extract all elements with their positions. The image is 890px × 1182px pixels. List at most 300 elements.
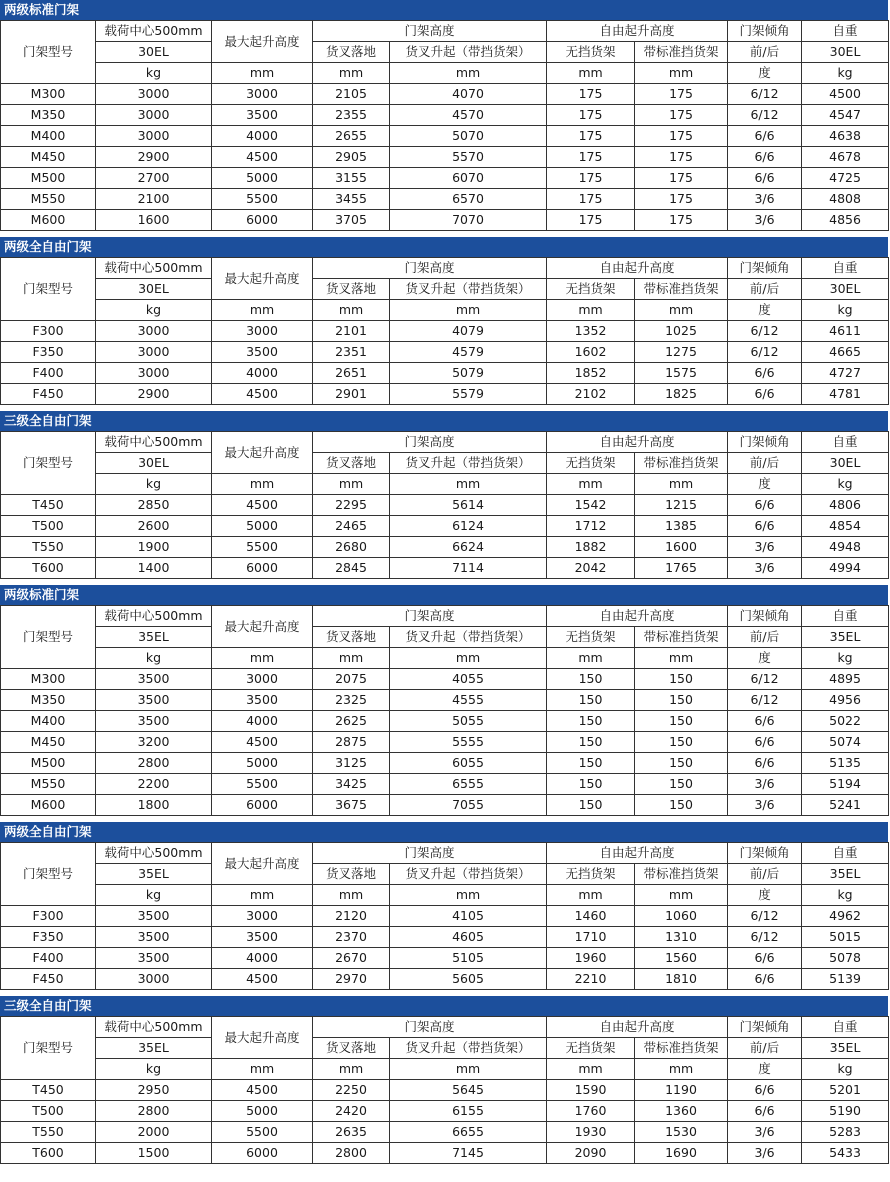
table-row xyxy=(1,189,889,210)
max-lift-cell: 4500 xyxy=(212,495,313,516)
max-lift-cell: 5000 xyxy=(212,516,313,537)
load-center-header: 载荷中心500mm xyxy=(96,1017,212,1038)
tilt-cell: 3/6 xyxy=(728,1122,802,1143)
std-backrest-cell: 1825 xyxy=(635,384,728,405)
table-row xyxy=(1,1143,889,1164)
tilt-cell: 6/6 xyxy=(728,948,802,969)
max-lift-cell: 5000 xyxy=(212,1101,313,1122)
std-backrest-cell: 150 xyxy=(635,669,728,690)
unit-kg: kg xyxy=(802,1059,889,1080)
tilt-cell: 6/12 xyxy=(728,105,802,126)
tilt-cell: 3/6 xyxy=(728,210,802,231)
max-lift-cell: 5500 xyxy=(212,774,313,795)
weight-cell: 5190 xyxy=(802,1101,889,1122)
mast-height-header: 门架高度 xyxy=(313,432,547,453)
load-cell: 3500 xyxy=(96,711,212,732)
fork-lowered-header: 货叉落地 xyxy=(313,627,390,648)
unit-mm: mm xyxy=(390,300,547,321)
unit-mm: mm xyxy=(313,474,390,495)
series-label: 35EL xyxy=(96,1038,212,1059)
fork-raised-cell: 6624 xyxy=(390,537,547,558)
std-backrest-header: 带标准挡货架 xyxy=(635,627,728,648)
tilt-sub-header: 前/后 xyxy=(728,864,802,885)
max-lift-cell: 4500 xyxy=(212,384,313,405)
unit-row xyxy=(1,63,889,84)
load-cell: 2800 xyxy=(96,753,212,774)
fork-lowered-header: 货叉落地 xyxy=(313,453,390,474)
load-cell: 2950 xyxy=(96,1080,212,1101)
no-backrest-cell: 175 xyxy=(547,147,635,168)
mast-spec-section xyxy=(0,996,890,1164)
no-backrest-cell: 175 xyxy=(547,105,635,126)
weight-cell: 5139 xyxy=(802,969,889,990)
weight-cell: 4665 xyxy=(802,342,889,363)
tilt-sub-header: 前/后 xyxy=(728,453,802,474)
tilt-cell: 6/12 xyxy=(728,342,802,363)
header-row-2 xyxy=(1,864,889,885)
tilt-cell: 6/12 xyxy=(728,669,802,690)
fork-lowered-cell: 2105 xyxy=(313,84,390,105)
table-row xyxy=(1,1080,889,1101)
weight-series-label: 30EL xyxy=(802,453,889,474)
no-backrest-cell: 1542 xyxy=(547,495,635,516)
tilt-cell: 6/12 xyxy=(728,321,802,342)
std-backrest-header: 带标准挡货架 xyxy=(635,1038,728,1059)
unit-mm: mm xyxy=(547,300,635,321)
load-cell: 3200 xyxy=(96,732,212,753)
section-title: 两级标准门架 xyxy=(0,0,888,20)
unit-kg: kg xyxy=(802,63,889,84)
max-lift-header: 最大起升高度 xyxy=(212,843,313,885)
load-cell: 3500 xyxy=(96,690,212,711)
max-lift-cell: 4500 xyxy=(212,969,313,990)
fork-raised-cell: 6155 xyxy=(390,1101,547,1122)
weight-cell: 5078 xyxy=(802,948,889,969)
fork-raised-cell: 6655 xyxy=(390,1122,547,1143)
weight-series-label: 30EL xyxy=(802,42,889,63)
fork-lowered-cell: 2420 xyxy=(313,1101,390,1122)
weight-header: 自重 xyxy=(802,432,889,453)
weight-cell: 5135 xyxy=(802,753,889,774)
tilt-cell: 6/12 xyxy=(728,906,802,927)
model-header: 门架型号 xyxy=(1,1017,96,1080)
weight-header: 自重 xyxy=(802,258,889,279)
std-backrest-cell: 175 xyxy=(635,126,728,147)
unit-deg: 度 xyxy=(728,1059,802,1080)
tilt-header: 门架倾角 xyxy=(728,432,802,453)
std-backrest-cell: 150 xyxy=(635,753,728,774)
max-lift-header: 最大起升高度 xyxy=(212,258,313,300)
model-cell: M600 xyxy=(1,795,96,816)
header-row-1 xyxy=(1,21,889,42)
max-lift-cell: 6000 xyxy=(212,558,313,579)
max-lift-cell: 6000 xyxy=(212,795,313,816)
std-backrest-cell: 1575 xyxy=(635,363,728,384)
load-cell: 3000 xyxy=(96,969,212,990)
header-row-1 xyxy=(1,843,889,864)
unit-row xyxy=(1,300,889,321)
max-lift-cell: 4500 xyxy=(212,1080,313,1101)
free-lift-header: 自由起升高度 xyxy=(547,432,728,453)
fork-raised-cell: 5570 xyxy=(390,147,547,168)
weight-cell: 4500 xyxy=(802,84,889,105)
table-row xyxy=(1,732,889,753)
tilt-sub-header: 前/后 xyxy=(728,279,802,300)
unit-mm: mm xyxy=(313,1059,390,1080)
max-lift-cell: 4500 xyxy=(212,732,313,753)
tilt-cell: 6/6 xyxy=(728,1080,802,1101)
std-backrest-cell: 1025 xyxy=(635,321,728,342)
model-header: 门架型号 xyxy=(1,21,96,84)
std-backrest-cell: 1360 xyxy=(635,1101,728,1122)
max-lift-cell: 4000 xyxy=(212,948,313,969)
no-backrest-cell: 1882 xyxy=(547,537,635,558)
model-cell: F350 xyxy=(1,927,96,948)
tilt-cell: 6/12 xyxy=(728,84,802,105)
unit-row xyxy=(1,1059,889,1080)
fork-raised-cell: 4579 xyxy=(390,342,547,363)
fork-lowered-cell: 2295 xyxy=(313,495,390,516)
std-backrest-cell: 175 xyxy=(635,168,728,189)
table-row xyxy=(1,1122,889,1143)
max-lift-cell: 3500 xyxy=(212,690,313,711)
fork-lowered-cell: 2370 xyxy=(313,927,390,948)
unit-mm: mm xyxy=(547,474,635,495)
load-cell: 3500 xyxy=(96,669,212,690)
model-cell: M600 xyxy=(1,210,96,231)
unit-mm: mm xyxy=(547,1059,635,1080)
free-lift-header: 自由起升高度 xyxy=(547,606,728,627)
no-backrest-cell: 150 xyxy=(547,795,635,816)
model-cell: M550 xyxy=(1,189,96,210)
std-backrest-cell: 150 xyxy=(635,774,728,795)
mast-height-header: 门架高度 xyxy=(313,843,547,864)
table-row xyxy=(1,495,889,516)
fork-lowered-cell: 2355 xyxy=(313,105,390,126)
model-header: 门架型号 xyxy=(1,606,96,669)
model-cell: T500 xyxy=(1,516,96,537)
max-lift-cell: 4000 xyxy=(212,711,313,732)
max-lift-cell: 6000 xyxy=(212,210,313,231)
table-row xyxy=(1,516,889,537)
fork-raised-cell: 4105 xyxy=(390,906,547,927)
std-backrest-cell: 175 xyxy=(635,147,728,168)
weight-cell: 5015 xyxy=(802,927,889,948)
no-backrest-header: 无挡货架 xyxy=(547,42,635,63)
weight-cell: 5194 xyxy=(802,774,889,795)
std-backrest-cell: 1690 xyxy=(635,1143,728,1164)
fork-raised-cell: 5105 xyxy=(390,948,547,969)
std-backrest-header: 带标准挡货架 xyxy=(635,42,728,63)
weight-series-label: 35EL xyxy=(802,1038,889,1059)
section-title: 两级全自由门架 xyxy=(0,237,888,257)
model-cell: T450 xyxy=(1,495,96,516)
no-backrest-cell: 1590 xyxy=(547,1080,635,1101)
header-row-2 xyxy=(1,453,889,474)
tilt-sub-header: 前/后 xyxy=(728,42,802,63)
unit-kg: kg xyxy=(802,648,889,669)
model-cell: M300 xyxy=(1,84,96,105)
fork-raised-cell: 5614 xyxy=(390,495,547,516)
max-lift-cell: 3000 xyxy=(212,906,313,927)
no-backrest-cell: 1460 xyxy=(547,906,635,927)
fork-lowered-cell: 2651 xyxy=(313,363,390,384)
table-row xyxy=(1,105,889,126)
model-header: 门架型号 xyxy=(1,258,96,321)
std-backrest-cell: 175 xyxy=(635,84,728,105)
model-cell: M450 xyxy=(1,147,96,168)
tilt-sub-header: 前/后 xyxy=(728,1038,802,1059)
fork-raised-cell: 4070 xyxy=(390,84,547,105)
no-backrest-cell: 150 xyxy=(547,732,635,753)
mast-spec-section xyxy=(0,585,890,816)
table-row xyxy=(1,711,889,732)
std-backrest-cell: 175 xyxy=(635,210,728,231)
fork-raised-cell: 5055 xyxy=(390,711,547,732)
unit-row xyxy=(1,885,889,906)
unit-mm: mm xyxy=(212,885,313,906)
fork-lowered-cell: 3455 xyxy=(313,189,390,210)
no-backrest-cell: 1960 xyxy=(547,948,635,969)
fork-lowered-header: 货叉落地 xyxy=(313,42,390,63)
model-cell: T550 xyxy=(1,1122,96,1143)
fork-raised-cell: 6055 xyxy=(390,753,547,774)
fork-lowered-cell: 2905 xyxy=(313,147,390,168)
fork-raised-cell: 7114 xyxy=(390,558,547,579)
load-cell: 3500 xyxy=(96,906,212,927)
max-lift-cell: 3500 xyxy=(212,105,313,126)
load-cell: 3000 xyxy=(96,84,212,105)
header-row-1 xyxy=(1,1017,889,1038)
header-row-2 xyxy=(1,627,889,648)
tilt-header: 门架倾角 xyxy=(728,1017,802,1038)
table-row xyxy=(1,363,889,384)
weight-cell: 4956 xyxy=(802,690,889,711)
tilt-cell: 6/12 xyxy=(728,927,802,948)
model-cell: M500 xyxy=(1,168,96,189)
unit-row xyxy=(1,474,889,495)
unit-kg: kg xyxy=(96,1059,212,1080)
std-backrest-cell: 1600 xyxy=(635,537,728,558)
section-title: 两级全自由门架 xyxy=(0,822,888,842)
std-backrest-cell: 150 xyxy=(635,732,728,753)
no-backrest-header: 无挡货架 xyxy=(547,453,635,474)
std-backrest-cell: 175 xyxy=(635,189,728,210)
weight-cell: 4727 xyxy=(802,363,889,384)
table-row xyxy=(1,774,889,795)
model-cell: T450 xyxy=(1,1080,96,1101)
load-center-header: 载荷中心500mm xyxy=(96,21,212,42)
fork-lowered-cell: 2970 xyxy=(313,969,390,990)
weight-header: 自重 xyxy=(802,21,889,42)
fork-raised-cell: 5079 xyxy=(390,363,547,384)
model-cell: F300 xyxy=(1,906,96,927)
unit-mm: mm xyxy=(635,885,728,906)
no-backrest-header: 无挡货架 xyxy=(547,627,635,648)
no-backrest-cell: 1602 xyxy=(547,342,635,363)
model-cell: F450 xyxy=(1,969,96,990)
model-cell: M350 xyxy=(1,690,96,711)
fork-raised-cell: 4079 xyxy=(390,321,547,342)
load-cell: 2900 xyxy=(96,384,212,405)
model-cell: M350 xyxy=(1,105,96,126)
max-lift-cell: 5500 xyxy=(212,537,313,558)
max-lift-cell: 3500 xyxy=(212,342,313,363)
table-row xyxy=(1,84,889,105)
fork-raised-cell: 5605 xyxy=(390,969,547,990)
no-backrest-header: 无挡货架 xyxy=(547,1038,635,1059)
tilt-cell: 3/6 xyxy=(728,774,802,795)
weight-cell: 4856 xyxy=(802,210,889,231)
max-lift-header: 最大起升高度 xyxy=(212,606,313,648)
fork-raised-cell: 4605 xyxy=(390,927,547,948)
mast-spec-section xyxy=(0,411,890,579)
no-backrest-header: 无挡货架 xyxy=(547,864,635,885)
load-cell: 2700 xyxy=(96,168,212,189)
no-backrest-cell: 2210 xyxy=(547,969,635,990)
model-cell: M550 xyxy=(1,774,96,795)
unit-mm: mm xyxy=(390,1059,547,1080)
fork-raised-cell: 6124 xyxy=(390,516,547,537)
model-cell: T550 xyxy=(1,537,96,558)
unit-deg: 度 xyxy=(728,474,802,495)
table-row xyxy=(1,795,889,816)
weight-cell: 4854 xyxy=(802,516,889,537)
load-cell: 3500 xyxy=(96,948,212,969)
std-backrest-cell: 1810 xyxy=(635,969,728,990)
no-backrest-cell: 175 xyxy=(547,126,635,147)
weight-cell: 5074 xyxy=(802,732,889,753)
fork-lowered-cell: 2625 xyxy=(313,711,390,732)
load-cell: 1500 xyxy=(96,1143,212,1164)
load-cell: 2850 xyxy=(96,495,212,516)
no-backrest-cell: 2102 xyxy=(547,384,635,405)
max-lift-cell: 5500 xyxy=(212,1122,313,1143)
std-backrest-header: 带标准挡货架 xyxy=(635,453,728,474)
tilt-cell: 6/6 xyxy=(728,126,802,147)
fork-raised-header: 货叉升起（带挡货架） xyxy=(390,627,547,648)
fork-lowered-cell: 2635 xyxy=(313,1122,390,1143)
no-backrest-cell: 1852 xyxy=(547,363,635,384)
no-backrest-cell: 175 xyxy=(547,210,635,231)
fork-lowered-header: 货叉落地 xyxy=(313,1038,390,1059)
header-row-1 xyxy=(1,606,889,627)
unit-mm: mm xyxy=(212,63,313,84)
std-backrest-cell: 1310 xyxy=(635,927,728,948)
fork-lowered-cell: 2120 xyxy=(313,906,390,927)
fork-lowered-cell: 3425 xyxy=(313,774,390,795)
mast-spec-table xyxy=(0,605,889,816)
mast-spec-section xyxy=(0,822,890,990)
std-backrest-cell: 150 xyxy=(635,690,728,711)
max-lift-header: 最大起升高度 xyxy=(212,432,313,474)
load-cell: 3000 xyxy=(96,126,212,147)
load-center-header: 载荷中心500mm xyxy=(96,843,212,864)
tilt-sub-header: 前/后 xyxy=(728,627,802,648)
model-cell: M500 xyxy=(1,753,96,774)
std-backrest-cell: 150 xyxy=(635,711,728,732)
load-cell: 3000 xyxy=(96,105,212,126)
model-cell: M450 xyxy=(1,732,96,753)
weight-cell: 5241 xyxy=(802,795,889,816)
fork-lowered-cell: 2655 xyxy=(313,126,390,147)
header-row-1 xyxy=(1,258,889,279)
model-header: 门架型号 xyxy=(1,843,96,906)
fork-raised-cell: 5070 xyxy=(390,126,547,147)
unit-mm: mm xyxy=(547,648,635,669)
model-header: 门架型号 xyxy=(1,432,96,495)
free-lift-header: 自由起升高度 xyxy=(547,1017,728,1038)
max-lift-cell: 3000 xyxy=(212,84,313,105)
unit-kg: kg xyxy=(802,885,889,906)
model-cell: T600 xyxy=(1,558,96,579)
header-row-2 xyxy=(1,1038,889,1059)
fork-lowered-cell: 3675 xyxy=(313,795,390,816)
std-backrest-cell: 1275 xyxy=(635,342,728,363)
std-backrest-cell: 150 xyxy=(635,795,728,816)
fork-raised-cell: 6555 xyxy=(390,774,547,795)
fork-raised-cell: 6570 xyxy=(390,189,547,210)
weight-cell: 4678 xyxy=(802,147,889,168)
fork-lowered-cell: 2250 xyxy=(313,1080,390,1101)
fork-raised-cell: 5555 xyxy=(390,732,547,753)
weight-cell: 4895 xyxy=(802,669,889,690)
weight-series-label: 30EL xyxy=(802,279,889,300)
mast-spec-table xyxy=(0,1016,889,1164)
tilt-cell: 6/6 xyxy=(728,168,802,189)
tilt-header: 门架倾角 xyxy=(728,21,802,42)
free-lift-header: 自由起升高度 xyxy=(547,21,728,42)
tilt-cell: 6/6 xyxy=(728,969,802,990)
fork-raised-header: 货叉升起（带挡货架） xyxy=(390,279,547,300)
unit-mm: mm xyxy=(547,885,635,906)
load-cell: 3500 xyxy=(96,927,212,948)
max-lift-cell: 6000 xyxy=(212,1143,313,1164)
mast-spec-table xyxy=(0,431,889,579)
fork-raised-header: 货叉升起（带挡货架） xyxy=(390,453,547,474)
no-backrest-cell: 1352 xyxy=(547,321,635,342)
std-backrest-cell: 1060 xyxy=(635,906,728,927)
unit-mm: mm xyxy=(313,300,390,321)
table-row xyxy=(1,210,889,231)
weight-series-label: 35EL xyxy=(802,864,889,885)
unit-mm: mm xyxy=(212,300,313,321)
table-row xyxy=(1,147,889,168)
unit-mm: mm xyxy=(390,63,547,84)
std-backrest-header: 带标准挡货架 xyxy=(635,279,728,300)
no-backrest-cell: 150 xyxy=(547,669,635,690)
tilt-cell: 3/6 xyxy=(728,558,802,579)
unit-mm: mm xyxy=(635,63,728,84)
std-backrest-cell: 175 xyxy=(635,105,728,126)
load-cell: 2800 xyxy=(96,1101,212,1122)
model-cell: F400 xyxy=(1,363,96,384)
tilt-cell: 3/6 xyxy=(728,1143,802,1164)
load-center-header: 载荷中心500mm xyxy=(96,258,212,279)
max-lift-cell: 3000 xyxy=(212,321,313,342)
fork-raised-cell: 7145 xyxy=(390,1143,547,1164)
tilt-cell: 6/6 xyxy=(728,363,802,384)
table-row xyxy=(1,384,889,405)
weight-header: 自重 xyxy=(802,606,889,627)
load-center-header: 载荷中心500mm xyxy=(96,432,212,453)
fork-raised-header: 货叉升起（带挡货架） xyxy=(390,864,547,885)
no-backrest-cell: 175 xyxy=(547,168,635,189)
weight-cell: 4948 xyxy=(802,537,889,558)
fork-raised-cell: 4570 xyxy=(390,105,547,126)
unit-kg: kg xyxy=(96,63,212,84)
no-backrest-cell: 175 xyxy=(547,84,635,105)
